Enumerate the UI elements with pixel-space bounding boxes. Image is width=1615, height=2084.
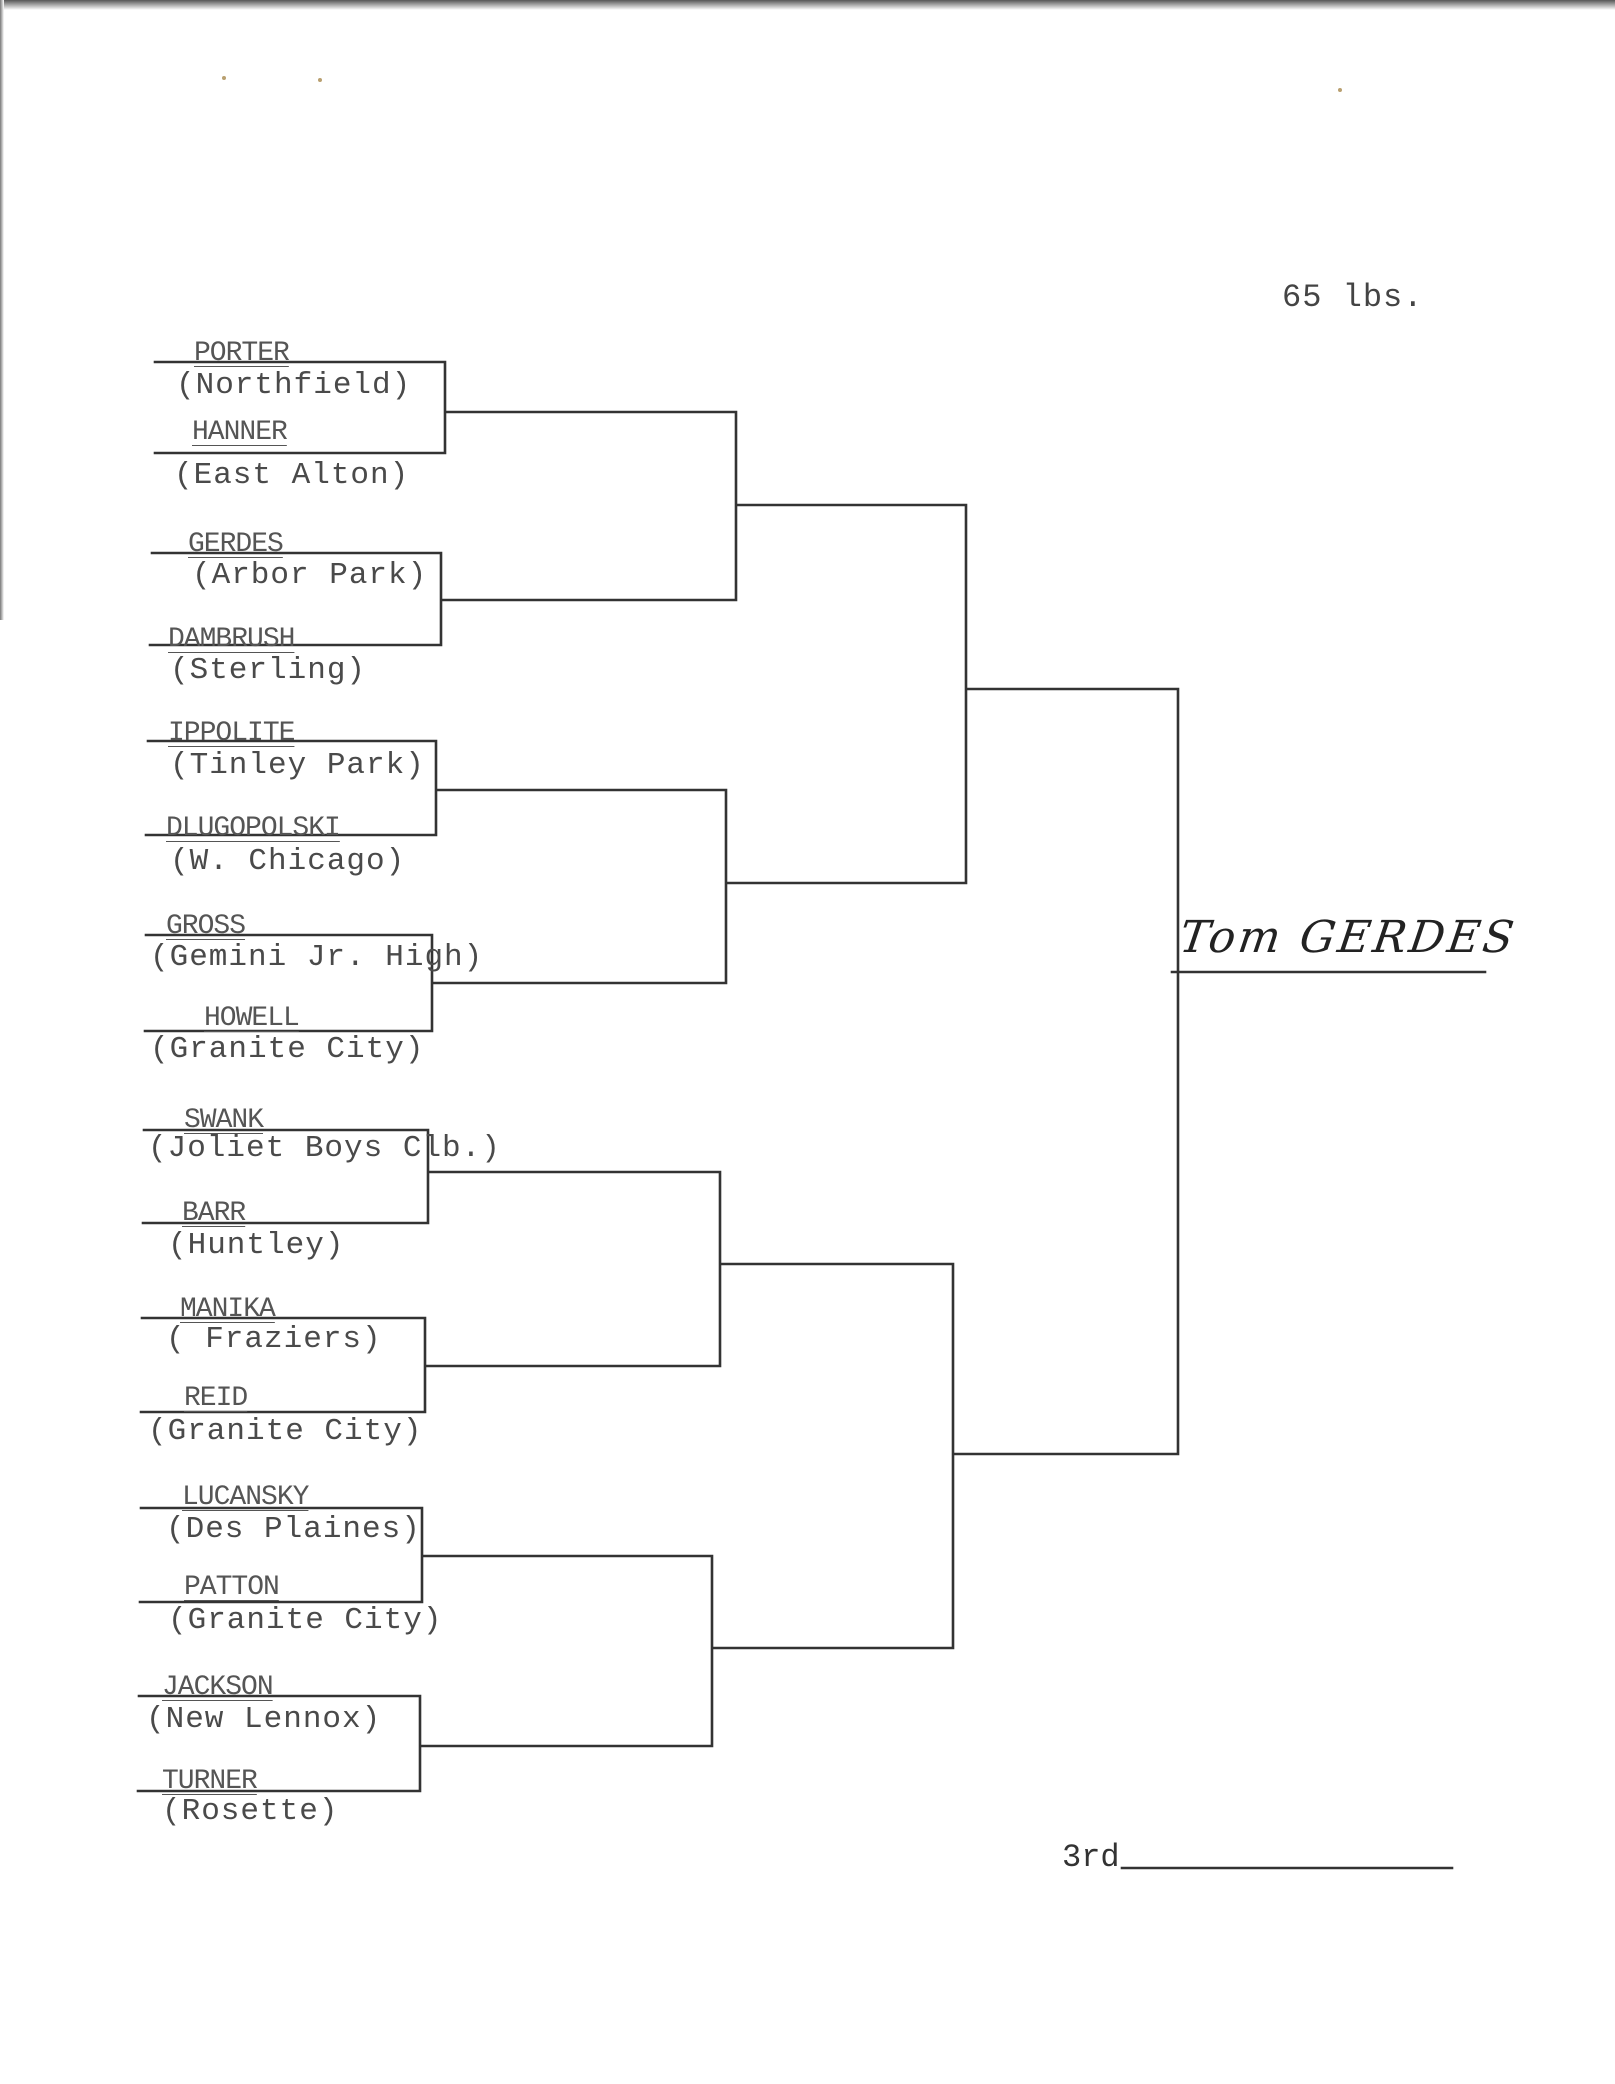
wrestler-name: HANNER (192, 417, 287, 448)
semifinal-1-line (728, 505, 966, 883)
wrestler-team: (Rosette) (162, 1794, 339, 1829)
wrestler-name: GERDES (188, 529, 283, 560)
wrestler-name: SWANK (184, 1105, 264, 1136)
wrestler-name: LUCANSKY (182, 1482, 309, 1513)
wrestler-team: (Des Plaines) (166, 1512, 421, 1547)
wrestler-team: (Granite City) (148, 1414, 423, 1449)
wrestler-team: (Northfield) (176, 368, 412, 403)
wrestler-name: MANIKA (180, 1294, 275, 1325)
wrestler-name: PORTER (194, 338, 289, 369)
wrestler-name: GROSS (166, 911, 246, 942)
wrestler-name: DAMBRUSH (168, 624, 295, 655)
round2-match-3-line (426, 1172, 720, 1366)
weight-class-label: 65 lbs. (1282, 279, 1424, 316)
semifinal-2-line (714, 1264, 953, 1648)
wrestler-team: (Tinley Park) (170, 748, 425, 783)
champion-name: Tom GERDES (1176, 912, 1520, 963)
wrestler-name: JACKSON (162, 1672, 273, 1703)
final-line (955, 689, 1178, 1454)
wrestler-team: (Gemini Jr. High) (150, 940, 484, 975)
round2-match-4-line (421, 1556, 712, 1746)
wrestler-name: HOWELL (204, 1003, 299, 1034)
wrestler-team: ( Fraziers) (166, 1322, 382, 1357)
wrestler-team: (New Lennox) (146, 1702, 382, 1737)
wrestler-name: PATTON (184, 1572, 279, 1603)
wrestler-team: (Sterling) (170, 653, 367, 688)
wrestler-team: (East Alton) (174, 458, 410, 493)
wrestler-team: (Huntley) (168, 1228, 345, 1263)
wrestler-name: BARR (182, 1198, 246, 1229)
wrestler-team: (W. Chicago) (170, 844, 406, 879)
wrestler-team: (Arbor Park) (192, 558, 428, 593)
round2-match-1-line (443, 412, 736, 600)
third-place-label: 3rd (1062, 1839, 1120, 1876)
wrestler-name: REID (184, 1383, 248, 1414)
wrestler-name: TURNER (162, 1766, 257, 1797)
wrestler-team: (Granite City) (168, 1603, 443, 1638)
wrestler-name: IPPOLITE (168, 718, 295, 749)
wrestler-team: (Granite City) (150, 1032, 425, 1067)
wrestler-name: DLUGOPOLSKI (166, 813, 340, 844)
wrestler-team: (Joliet Boys Clb.) (148, 1131, 501, 1166)
